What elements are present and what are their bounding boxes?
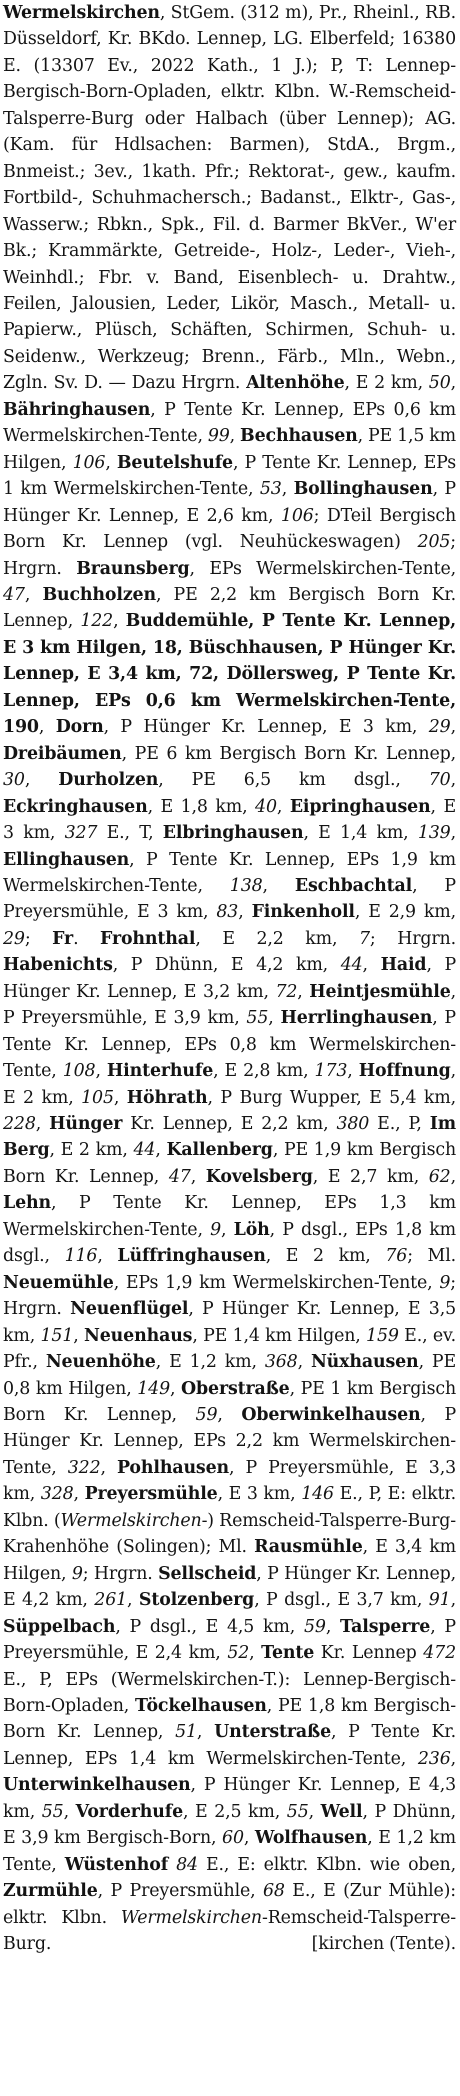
inhabitant-count: 472 [423, 1643, 457, 1664]
inhabitant-count: 40 [255, 796, 277, 817]
entry-text: , P Dhünn, E 3,9 km Bergisch-Born, [3, 1801, 457, 1849]
inhabitant-count: 9 [439, 1272, 451, 1293]
inhabitant-count: 60 [222, 1828, 244, 1849]
entry-text: , PE 1,9 km Bergisch Born Kr. Lennep, [3, 1140, 456, 1187]
entry-text: , [238, 902, 252, 923]
place-name: Zurmühle [3, 1881, 98, 1902]
place-name: Lehn [3, 1193, 51, 1214]
entry-text: , P Tente Kr. Lennep, EPs 0,6 km Wermelskirchen-Tente, [3, 399, 456, 447]
entry-text: E., E: elktr. Klbn. wie oben, [197, 1854, 456, 1875]
place-name: Herrlinghausen [280, 1008, 433, 1029]
place-name: Ellinghausen [3, 849, 130, 870]
place-name: Fr [52, 928, 74, 949]
inhabitant-count: 228 [3, 1114, 36, 1135]
place-name: Süppelbach [3, 1616, 116, 1637]
entry-text: , [276, 796, 290, 817]
entry-text: , P dsgl., E 3,7 km, [254, 1590, 429, 1611]
inhabitant-count: 236 [417, 1748, 451, 1769]
place-name: Kallenberg [166, 1140, 273, 1161]
place-name: Eipringhausen [289, 796, 431, 817]
place-name: Dreibäumen [3, 743, 122, 764]
inhabitant-count: 108 [62, 1061, 96, 1082]
place-name: Eschbachtal [294, 875, 413, 896]
inhabitant-count: 44 [133, 1140, 156, 1161]
entry-text: , [100, 1457, 117, 1478]
inhabitant-count: 59 [303, 1616, 326, 1637]
place-name: Hünger [49, 1114, 123, 1135]
inhabitant-count: 7 [359, 928, 370, 949]
entry-text: , E 2 km, [3, 1061, 456, 1108]
inhabitant-count: 84 [176, 1854, 198, 1875]
inhabitant-count: 173 [314, 1061, 348, 1082]
entry-text: , [95, 1061, 107, 1082]
place-name: Haid [380, 955, 427, 976]
place-name: Kovelsberg [205, 1166, 313, 1187]
entry-text: , [97, 1246, 118, 1267]
place-name: Oberstraße [181, 1378, 290, 1399]
entry-text: , [362, 955, 381, 976]
entry-text: , P dsgl., EPs 1,8 km dsgl., [3, 1219, 457, 1267]
entry-text: ; Hrgrn. [3, 1272, 456, 1320]
place-name: Oberwinkelhausen [241, 1405, 421, 1426]
entry-text: , [268, 1008, 281, 1029]
entry-text: E., ev. Pfr., [3, 1325, 456, 1373]
entry-text: , [155, 1140, 167, 1161]
entry-text: , P Dhünn, E 4,2 km, [112, 955, 341, 976]
place-name: Unterwinkelhausen [3, 1775, 191, 1796]
entry-text: . [73, 928, 101, 949]
place-name: Stolzenberg [138, 1590, 255, 1611]
inhabitant-count: 151 [40, 1325, 74, 1346]
inhabitant-count: 72 [275, 981, 298, 1002]
place-name: Pohlhausen [116, 1457, 229, 1478]
entry-text: -Remscheid-Talsperre-Burg. [3, 1907, 456, 1955]
entry-text: , [347, 1061, 359, 1082]
entry-text: , [450, 1748, 456, 1769]
entry-text: , EPs 1,9 km Wermelskirchen-Tente, [113, 1272, 440, 1293]
place-name: Eckringhausen [3, 796, 148, 817]
place-name: Preyersmühle [84, 1484, 218, 1505]
entry-text: , P Hünger Kr. Lennep, E 4,2 km, [3, 1563, 456, 1611]
entry-text: ; Hrgrn. [369, 928, 456, 949]
entry-text: , [24, 584, 43, 605]
entry-text: , P Preyersmühle, [97, 1881, 263, 1902]
place-name: Neuenflügel [70, 1299, 189, 1320]
inhabitant-count: 76 [385, 1246, 408, 1267]
place-name: Neuenhöhe [45, 1352, 156, 1373]
place-name: Hinterhufe [106, 1061, 214, 1082]
place-name: Neuemühle [3, 1272, 114, 1293]
entry-text: , [450, 373, 457, 394]
entry-text: , [73, 1484, 85, 1505]
entry-text: , P Tente Kr. Lennep, EPs 1,4 km Wermelskirchen-Tente, [3, 1722, 457, 1769]
place-name: Heintjesmühle [309, 981, 451, 1002]
place-name: Durholzen [58, 770, 159, 791]
inhabitant-count: 68 [263, 1881, 285, 1902]
entry-text: E., E (Zur Mühle): elktr. Klbn. [3, 1881, 456, 1928]
entry-text: , P Preyersmühle, E 3,3 km, [3, 1457, 456, 1505]
place-name: Bähringhausen [3, 399, 151, 420]
entry-text: , P Tente Kr. Lennep, EPs 1 km Wermelskirchen-Tente, [3, 452, 456, 500]
entry-text: Kr. Lennep, E 2,2 km, [122, 1114, 337, 1135]
place-name: Vorderhufe [75, 1801, 183, 1822]
entry-text: , E 1,2 km Tente, [3, 1828, 457, 1875]
place-name: Finkenholl [251, 902, 355, 923]
entry-text: E., P, [369, 1114, 430, 1135]
entry-text: , [308, 1801, 321, 1822]
inhabitant-count: 47 [168, 1166, 191, 1187]
entry-text: , PE 2,2 km Bergisch Born Kr. Lennep, [3, 584, 457, 632]
entry-text: -) Remscheid-Talsperre-Burg-Krahenhöhe (Solingen); Ml. [3, 1510, 456, 1558]
entry-text: , E 3,4 km Hilgen, [3, 1537, 456, 1584]
inhabitant-count: 149 [137, 1378, 170, 1399]
gazetteer-entry-wermelskirchen [3, 0, 456, 1958]
entry-text [168, 1855, 176, 1875]
place-name: Höhrath [126, 1087, 208, 1108]
entry-text: , P Burg Wupper, E 5,4 km, [207, 1087, 457, 1108]
inhabitant-count: 91 [428, 1590, 451, 1611]
inhabitant-count: 51 [175, 1722, 197, 1743]
place-name: Rausmühle [254, 1537, 363, 1558]
entry-text: ; Hrgrn. [82, 1563, 159, 1584]
entry-text: , E 3 km, [3, 796, 456, 844]
entry-text: , [113, 1087, 127, 1108]
entry-text: , P Preyersmühle, E 3,9 km, [3, 981, 457, 1029]
inhabitant-count: 44 [340, 955, 363, 976]
inhabitant-count: 380 [336, 1114, 370, 1135]
entry-text: , StGem. (312 m), Pr., Rheinl., RB. Düsseldorf, Kr. BKdo. Lennep, LG. Elberfeld; 16380 E. (13307 Ev., 2022 Kath., 1 J.); P, T: Lennep-Bergisch-Born-Opladen, elktr. Klbn. W.-Remscheid-Talsperre-Burg oder Halbach (über Lennep); AG. (Kam. für Hdlsachen: Barmen), StdA., Brgm., Bnmeist.; 3ev., 1kath. Pfr.; Rektorat-, gew., kaufm. Fortbild-, Schuhmachersch.; Badanst., Elktr-, Gas-, Wasserw.; Rbkn., Spk., Fil. d. Barmer BkVer., W'er Bk.; Krammärkte, Getreide-, Holz-, Leder-, Vieh-, Weinhdl.; Fbr. v. Band, Eisenblech- u. Drahtw., Feilen, Jalousien, Leder, Likör, Masch., Metall- u. Papierw., Plüsch, Schäften, Schirmen, Schuh- u. Seidenw., Werkzeug; Brenn., Färb., Mln., Webn., Zgln. Sv. D. — Dazu Hrgrn. [3, 3, 456, 394]
place-name: Wüstenhof [64, 1854, 169, 1875]
inhabitant-count: 62 [428, 1166, 451, 1187]
entry-text: , [450, 717, 456, 738]
entry-text: , P Hünger Kr. Lennep, E 2,6 km, [3, 479, 456, 526]
entry-text: , P Tente Kr. Lennep, EPs 1,3 km Wermelskirchen-Tente, [3, 1193, 456, 1240]
entry-text: , [170, 1378, 182, 1399]
entry-text: , [127, 1590, 139, 1611]
place-name: Hoffnung [358, 1061, 451, 1082]
inhabitant-count: 327 [64, 823, 98, 844]
entry-text: , [450, 823, 456, 844]
place-name: Töckelhausen [135, 1696, 267, 1716]
inhabitant-count: 70 [428, 770, 451, 791]
inhabitant-count: 105 [81, 1087, 114, 1108]
entry-text: , PE 1,4 km Hilgen, [192, 1325, 367, 1346]
inhabitant-count: 261 [94, 1590, 128, 1611]
place-name: Elbringhausen [162, 823, 304, 844]
entry-text: , E 2 km, [265, 1246, 386, 1267]
place-name: Wermelskirchen [3, 3, 160, 23]
place-name: Bechhausen [240, 426, 358, 447]
entry-text: , E 2,8 km, [213, 1061, 315, 1082]
place-name: Buchholzen [42, 584, 156, 605]
place-name: Wolfhausen [254, 1828, 368, 1849]
entry-text: , [38, 717, 56, 738]
entry-text: Kr. Lennep [314, 1643, 424, 1664]
place-name: Well [320, 1801, 363, 1822]
entry-text: , PE 6,5 km dsgl., [158, 770, 429, 791]
place-name: Nüxhausen [310, 1352, 419, 1373]
inhabitant-count: Wermelskirchen [120, 1907, 262, 1928]
inhabitant-count: 53 [259, 479, 282, 500]
entry-text: , [297, 1352, 311, 1373]
place-name: Löh [233, 1219, 270, 1240]
inhabitant-count: 59 [195, 1405, 218, 1426]
entry-text: , [35, 1114, 50, 1135]
inhabitant-count: 139 [417, 823, 451, 844]
entry-text: , E 1,8 km, [147, 796, 256, 817]
entry-text: , E 2 km, [344, 373, 429, 394]
entry-text: , P Hünger Kr. Lennep, E 3,2 km, [3, 955, 456, 1002]
inhabitant-count: 83 [216, 902, 239, 923]
entry-text: , P Tente Kr. Lennep, EPs 0,8 km Wermelskirchen-Tente, [3, 1008, 456, 1082]
entry-text: , P Preyersmühle, E 2,4 km, [3, 1616, 456, 1664]
entry-text: , [450, 1590, 456, 1611]
entry-text: , [73, 1325, 85, 1346]
place-name: Sellscheid [158, 1563, 257, 1584]
inhabitant-count: 52 [227, 1643, 250, 1664]
entry-text: , EPs Wermelskirchen-Tente, [189, 558, 456, 579]
entry-text: , E 1,2 km, [155, 1352, 265, 1373]
entry-text: , PE 0,8 km Hilgen, [3, 1352, 457, 1399]
entry-text: , [249, 1643, 262, 1664]
place-name: Braunsberg [76, 558, 190, 579]
inhabitant-count: 106 [72, 452, 106, 473]
inhabitant-count: 55 [286, 1801, 309, 1822]
entry-text: ; [24, 928, 53, 949]
inhabitant-count: 205 [417, 532, 451, 553]
entry-text: ; DTeil Bergisch Born Kr. Lennep (vgl. Neuhückeswagen) [3, 505, 456, 553]
place-name: Dorn [55, 717, 104, 738]
entry-text: , [243, 1828, 255, 1849]
entry-text: , PE 1,5 km Hilgen, [3, 426, 456, 473]
entry-text: , PE 6 km Bergisch Born Kr. Lennep, [121, 743, 456, 764]
entry-text: ; Hrgrn. [3, 532, 456, 579]
entry-text: , [281, 479, 294, 500]
place-name: Neuenhaus [84, 1325, 193, 1346]
inhabitant-count: 55 [41, 1801, 64, 1822]
inhabitant-count: 30 [3, 770, 25, 791]
place-name: Habenichts [3, 955, 113, 976]
entry-text: , E 2,5 km, [183, 1801, 287, 1822]
entry-text: , [325, 1616, 341, 1637]
entry-text: , [105, 452, 117, 473]
place-name: Buddemühle, P Tente Kr. Lennep, E 3 km Hilgen, 18, Büschhausen, P Hünger Kr. Lennep, E 3,4 km, 72, Döllersweg, P Tente Kr. Lennep, EPs 0,6 km Wermelskirchen-Tente, 190 [3, 611, 456, 738]
entry-text: , [190, 1166, 206, 1187]
place-name: Lüffringhausen [117, 1246, 266, 1267]
place-name: Altenhöhe [246, 373, 345, 394]
inhabitant-count: 328 [40, 1484, 74, 1505]
entry-text: , [196, 1722, 215, 1743]
inhabitant-count: 146 [301, 1484, 334, 1505]
entry-text: , E 2 km, [49, 1140, 134, 1161]
entry-text: , P Preyersmühle, E 3 km, [3, 875, 456, 923]
entry-text: , [297, 981, 310, 1002]
entry-text: , [24, 770, 59, 791]
continuation-bracket: [kirchen (Tente). [311, 1934, 456, 1955]
entry-text: , [113, 611, 126, 632]
entry-text: E., T, [97, 823, 163, 844]
inhabitant-count: 116 [64, 1246, 98, 1267]
inhabitant-count: 122 [80, 611, 114, 632]
inhabitant-count: 99 [207, 426, 230, 447]
entry-text: , [217, 1405, 242, 1426]
entry-text: , [450, 1166, 456, 1187]
inhabitant-count: 322 [67, 1457, 101, 1478]
entry-text: , [262, 875, 295, 896]
entry-text: , E 3 km, [217, 1484, 302, 1505]
inhabitant-count: 106 [280, 505, 314, 526]
entry-text: , P Hünger Kr. Lennep, EPs 2,2 km Wermelskirchen-Tente, [3, 1405, 456, 1478]
entry-text: , P Hünger Kr. Lennep, E 4,3 km, [3, 1775, 456, 1822]
entry-text: , [221, 1219, 234, 1240]
entry-text: , [63, 1801, 76, 1822]
entry-text: , E 2,2 km, [195, 928, 359, 949]
entry-text: , P dsgl., E 4,5 km, [115, 1616, 304, 1637]
inhabitant-count: 29 [428, 717, 451, 738]
entry-text: , E 2,9 km, [354, 902, 457, 923]
place-name: Talsperre [340, 1616, 431, 1637]
inhabitant-count: 29 [3, 928, 25, 949]
entry-text: , P Tente Kr. Lennep, EPs 1,9 km Wermelskirchen-Tente, [3, 849, 456, 896]
entry-text: E., P, E: elktr. Klbn. ( [3, 1484, 456, 1531]
place-name: Im Berg [3, 1114, 456, 1161]
entry-text: , P Hünger Kr. Lennep, E 3,5 km, [3, 1299, 456, 1346]
inhabitant-count: 50 [428, 373, 451, 394]
entry-text: , PE 1,8 km Bergisch-Born Kr. Lennep, [3, 1696, 457, 1743]
entry-text: E., P, EPs (Wermelskirchen-T.): Lennep-Bergisch-Born-Opladen, [3, 1669, 456, 1716]
entry-text: , [450, 770, 456, 791]
place-name: Tente [261, 1643, 315, 1664]
inhabitant-count: 138 [229, 875, 263, 896]
place-name: Bollinghausen [293, 479, 433, 500]
place-name: Unterstraße [214, 1722, 332, 1743]
place-name: Frohnthal [100, 928, 196, 949]
place-name: Beutelshufe [116, 452, 233, 473]
inhabitant-count: 9 [71, 1563, 83, 1584]
entry-text: , PE 1 km Bergisch Born Kr. Lennep, [3, 1378, 456, 1426]
inhabitant-count: Wermelskirchen [60, 1510, 202, 1531]
inhabitant-count: 9 [210, 1219, 221, 1240]
entry-text: ; Ml. [407, 1246, 457, 1267]
inhabitant-count: 368 [264, 1352, 298, 1373]
entry-text: , E 1,4 km, [303, 823, 418, 844]
inhabitant-count: 55 [246, 1008, 269, 1029]
inhabitant-count: 47 [3, 584, 25, 605]
inhabitant-count: 159 [366, 1325, 399, 1346]
entry-text: , P Hünger Kr. Lennep, E 3 km, [103, 717, 429, 738]
entry-text: , [229, 426, 241, 447]
entry-text: , E 2,7 km, [312, 1166, 429, 1187]
